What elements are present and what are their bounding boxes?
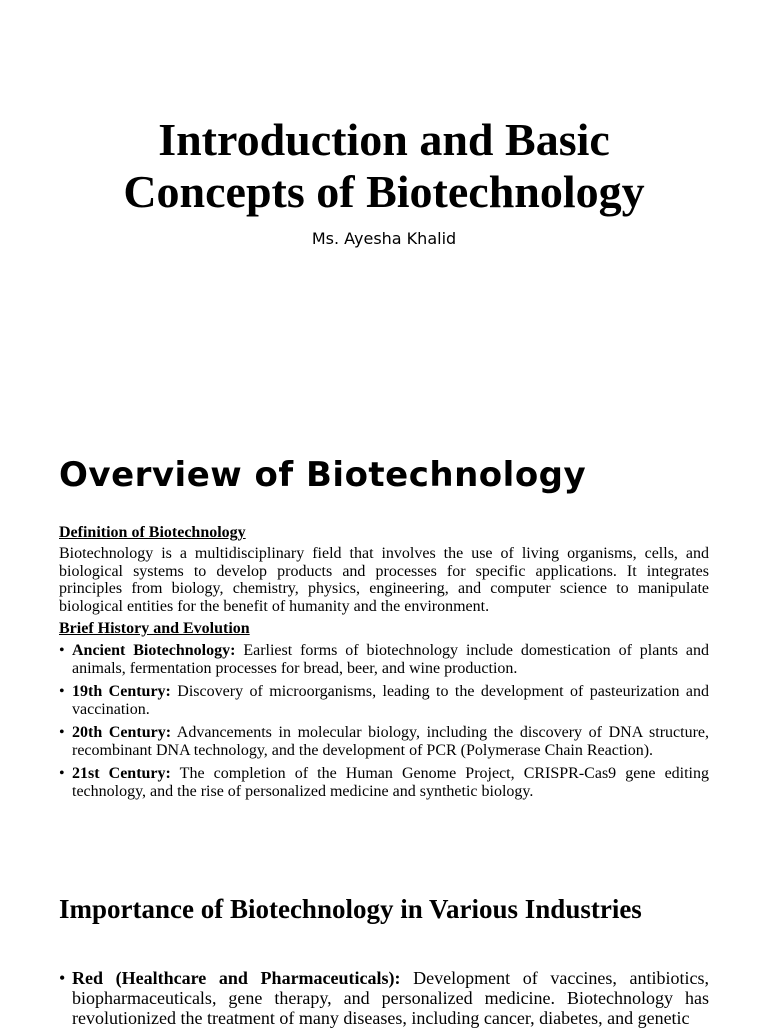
author-name: Ms. Ayesha Khalid	[311, 229, 457, 248]
history-text: Earliest forms of biotechnology include domestication of plants and animals, fermentation processes for bread, beer, and wine production.	[72, 642, 710, 677]
history-term: 21st Century:	[72, 765, 171, 782]
list-item	[59, 765, 709, 800]
history-term: 19th Century:	[72, 683, 171, 700]
overview-content	[59, 523, 709, 806]
history-term: Ancient Biotechnology:	[72, 642, 236, 659]
importance-text: Development of vaccines, antibiotics, biopharmaceuticals, gene therapy, and personalized medicine. Biotechnology has revolutionized the treatment of many diseases, including cancer, diabetes, and genetic	[72, 968, 709, 1028]
history-text: The completion of the Human Genome Project, CRISPR-Cas9 gene editing technology, and the rise of personalized medicine and synthetic biology.	[72, 765, 710, 800]
bullet-icon: •	[59, 724, 65, 741]
importance-term: Red (Healthcare and Pharmaceuticals):	[72, 968, 401, 988]
bullet-icon: •	[59, 683, 65, 700]
history-term: 20th Century:	[72, 724, 172, 741]
bullet-icon: •	[59, 765, 65, 782]
list-item	[59, 642, 709, 677]
history-list	[59, 642, 709, 800]
definition-paragraph: Biotechnology is a multidisciplinary field that involves the use of living organisms, cells, and biological systems to develop products and processes for specific applications. It integrates principles from biology, chemistry, physics, engineering, and computer science to manipulate biological entities for the benefit of humanity and the environment.	[59, 545, 709, 615]
importance-heading: Importance of Biotechnology in Various Industries	[59, 894, 642, 924]
bullet-icon: •	[59, 642, 65, 659]
history-text: Advancements in molecular biology, including the discovery of DNA structure, recombinant DNA technology, and the development of PCR (Polymerase Chain Reaction).	[72, 724, 710, 759]
definition-heading: Definition of Biotechnology	[59, 524, 246, 541]
bullet-icon: •	[59, 968, 66, 988]
history-heading: Brief History and Evolution	[59, 620, 250, 637]
importance-list	[59, 968, 709, 1028]
overview-heading: Overview of Biotechnology	[59, 455, 587, 495]
title-line-1: Introduction and Basic	[158, 114, 610, 165]
list-item	[59, 968, 709, 1028]
title-line-2: Concepts of Biotechnology	[123, 166, 645, 217]
history-text: Discovery of microorganisms, leading to the development of pasteurization and vaccination.	[72, 683, 709, 718]
list-item	[59, 724, 709, 759]
list-item	[59, 683, 709, 718]
document-title	[0, 114, 768, 218]
